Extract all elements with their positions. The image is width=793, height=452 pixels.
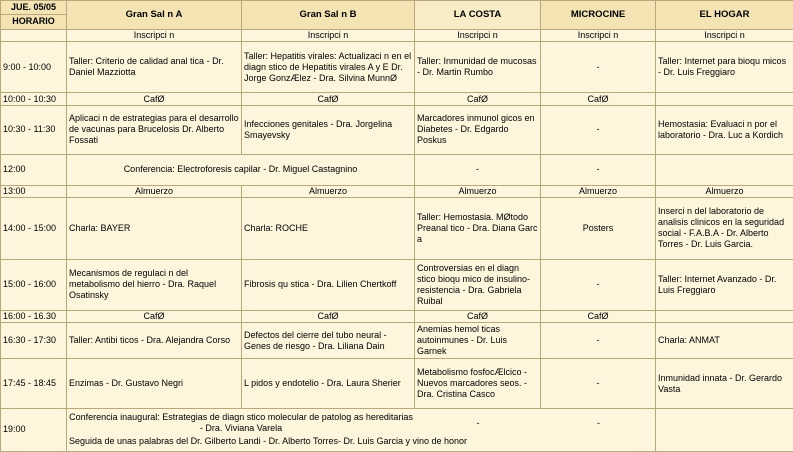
time-cell: 10:00 - 10:30 [1,93,67,105]
date-header-cell [1,1,67,30]
session-cell: Charla: BAYER [67,198,242,260]
cafe-cell: CafØ [67,311,242,323]
posters-cell: Posters [541,198,656,260]
date-label: JUE. 05/05 [1,1,66,15]
empty-session-cell: - [541,105,656,154]
session-cell: Defectos del cierre del tubo neural - Genes de riesgo - Dra. Liliana Dain [242,323,415,359]
empty-session-cell: - [541,259,656,310]
empty-cell [656,311,793,323]
session-cell: Infecciones genitales - Dra. Jorgelina Smayevsky [242,105,415,154]
cafe-cell: CafØ [541,93,656,105]
empty-session-cell: - [541,359,656,408]
room-header-la-costa: LA COSTA [415,1,541,30]
session-cell: Charla: ANMAT [656,323,793,359]
session-cell: Taller: Hemostasia. MØtodo Preanal tico - Dra. Diana Garc a [415,198,541,260]
inaugural-conference-title: Conferencia inaugural: Estrategias de diagn stico molecular de patolog as hereditarias - Dra. Viviana Varela [69,412,413,434]
inscripcion-cell: Inscripci n [541,29,656,41]
session-cell: Marcadores inmunol gicos en Diabetes - Dr. Edgardo Poskus [415,105,541,154]
empty-session-cell: - [541,42,656,93]
session-cell: Fibrosis qu stica - Dra. Lilien Chertkoff [242,259,415,310]
cafe-cell: CafØ [415,93,541,105]
empty-session-cell: - [415,155,541,186]
room-header-gran-salon-b: Gran Sal n B [242,1,415,30]
session-cell: Charla: ROCHE [242,198,415,260]
session-cell: Enzimas - Dr. Gustavo Negri [67,359,242,408]
cafe-cell: CafØ [242,311,415,323]
session-cell: Inmunidad innata - Dr. Gerardo Vasta [656,359,793,408]
time-cell: 16:30 - 17:30 [1,323,67,359]
time-cell: 13:00 [1,185,67,197]
inscripcion-cell: Inscripci n [67,29,242,41]
empty-cell [656,408,793,451]
session-cell: Mecanismos de regulaci n del metabolismo del hierro - Dra. Raquel Osatinsky [67,259,242,310]
time-cell: 14:00 - 15:00 [1,198,67,260]
session-cell: Taller: Hepatitis virales: Actualizaci n en el diagn stico de Hepatitis virales A y E Dr. Jorge GonzÆlez - Dra. Silvina MunnØ [242,42,415,93]
almuerzo-cell: Almuerzo [541,185,656,197]
time-cell: 16:00 - 16.30 [1,311,67,323]
room-header-microcine: MICROCINE [541,1,656,30]
conference-cell: Conferencia: Electroforesis capilar - Dr. Miguel Castagnino [67,155,415,186]
session-cell: L pidos y endotelio - Dra. Laura Sherier [242,359,415,408]
session-cell: Inserci n del laboratorio de analisis clinicos en la seguridad social - F.A.B.A - Dr. Alberto Torres - Dr. Luis Garcia. [656,198,793,260]
session-cell: Taller: Antibi ticos - Dra. Alejandra Corso [67,323,242,359]
session-cell: Taller: Inmunidad de mucosas - Dr. Martin Rumbo [415,42,541,93]
time-cell: 19:00 [1,408,67,451]
time-cell: 12:00 [1,155,67,186]
room-header-el-hogar: EL HOGAR [656,1,793,30]
time-cell: 17:45 - 18:45 [1,359,67,408]
almuerzo-cell: Almuerzo [67,185,242,197]
time-cell: 9:00 - 10:00 [1,42,67,93]
session-cell: Taller: Internet Avanzado - Dr. Luis Freggiaro [656,259,793,310]
cafe-cell: CafØ [242,93,415,105]
session-cell: Taller: Internet para bioqu micos - Dr. Luis Freggiaro [656,42,793,93]
session-cell: Taller: Criterio de calidad anal tica - Dr. Daniel Mazziotta [67,42,242,93]
inscripcion-cell: Inscripci n [415,29,541,41]
cafe-cell: CafØ [67,93,242,105]
session-cell: Aplicaci n de estrategias para el desarrollo de vacunas para Brucelosis Dr. Alberto Fossati [67,105,242,154]
inaugural-followup-text: Seguida de unas palabras del Dr. Gilberto Landi - Dr. Alberto Torres- Dr. Luis Garcia y vino de honor [69,436,468,447]
inscripcion-cell: Inscripci n [656,29,793,41]
session-cell: Controversias en el diagn stico bioqu mico de insulino-resistencia - Dra. Gabriela Ruibal [415,259,541,310]
session-cell: Hemostasia: Evaluaci n por el laboratorio - Dra. Luc a Kordich [656,105,793,154]
cafe-cell: CafØ [415,311,541,323]
cafe-cell: CafØ [541,311,656,323]
almuerzo-cell: Almuerzo [415,185,541,197]
horario-label: HORARIO [12,16,55,27]
empty-session-cell: - [541,155,656,186]
empty-cell [656,93,793,105]
empty-cell [656,155,793,186]
almuerzo-cell: Almuerzo [656,185,793,197]
time-cell-blank [1,29,67,41]
empty-session-cell: - [476,417,480,428]
time-cell: 10:30 - 11:30 [1,105,67,154]
time-cell: 15:00 - 16:00 [1,259,67,310]
inscripcion-cell: Inscripci n [242,29,415,41]
session-cell: Metabolismo fosfocÆlcico - Nuevos marcadores seos. - Dra. Cristina Casco [415,359,541,408]
empty-session-cell: - [597,417,600,428]
session-cell: Anemias hemol ticas autoinmunes - Dr. Luis Garnek [415,323,541,359]
almuerzo-cell: Almuerzo [242,185,415,197]
room-header-gran-salon-a: Gran Sal n A [67,1,242,30]
empty-session-cell: - [541,323,656,359]
inaugural-conference-cell [67,408,656,451]
